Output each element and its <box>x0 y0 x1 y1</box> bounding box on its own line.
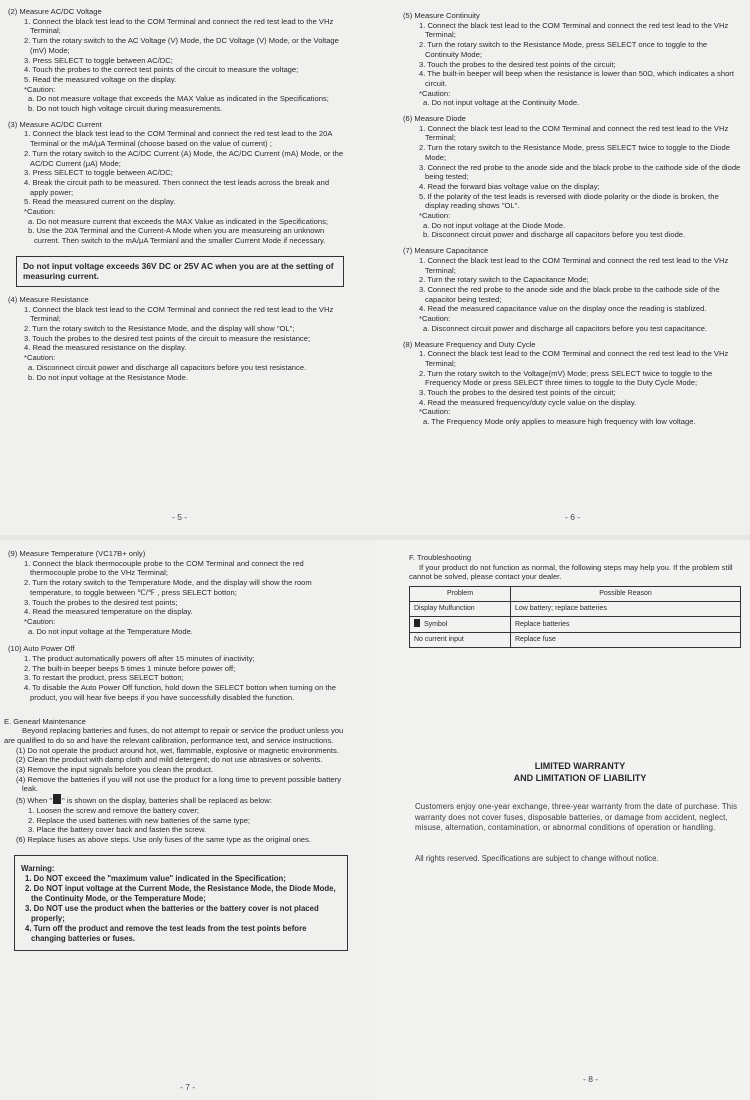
section-measure-continuity <box>403 11 743 108</box>
list-item: (3) Remove the input signals before you clean the product. <box>16 765 214 775</box>
section-measure-diode <box>403 114 743 240</box>
battery-step: 1. Loosen the screw and remove the battery cover; <box>28 805 199 815</box>
caution-item: a. Disconnect circuit power and discharge all capacitors before you test resistance. <box>28 362 307 372</box>
list-item: 4. To disable the Auto Power Off function, hold down the SELECT botton when turning on the product, you will hear five beeps if you have successfully disabled the function. <box>24 683 336 702</box>
list-item: 1. The product automatically powers off after 15 minutes of inactivity; <box>24 654 255 664</box>
table-cell: Replace batteries <box>511 617 741 633</box>
table-row <box>410 617 741 633</box>
table-header-row <box>410 587 741 602</box>
caution-item: a. Do not input voltage at the Temperature Mode. <box>28 626 193 636</box>
list-item: 1. Connect the black test lead to the COM Terminal and connect the red test lead to the VHz Terminal; <box>419 255 729 275</box>
list-item: 4. The built-in beeper will beep when the resistance is lower than 50Ω, which indicates a short circuit. <box>419 69 734 88</box>
caution-label: *Caution: <box>419 211 451 221</box>
section-title: (5) Measure Continuity <box>403 11 480 20</box>
table-header: Problem <box>410 587 511 602</box>
list-item: 2. Turn the rotary switch to the Temperature Mode, and the display will show the room temperature, to toggle between ℃/℉ , press SELECT botton; <box>24 578 312 597</box>
list-item: 3. Connect the red probe to the anode side and the black probe to the cathode side of the capacitor being tested; <box>419 284 720 304</box>
troubleshooting-intro: If your product do not function as normal, the following steps may help you. If the problem still cannot be solved, please contact your dealer. <box>409 562 733 582</box>
warning-box <box>14 855 348 951</box>
manual-page-8 <box>375 540 750 1100</box>
warning-item: 1. Do NOT exceed the "maximum value" indicated in the Specification; <box>25 873 286 883</box>
list-item: 3. Touch the probes to the desired test points of the circuit; <box>419 59 616 69</box>
item-text: (5) When " <box>16 796 53 806</box>
caution-label: *Caution: <box>419 407 451 417</box>
list-item: 1. Connect the black test lead to the COM Terminal and connect the red test lead to the VHz Terminal; <box>419 349 729 368</box>
list-item: 5. Read the measured current on the display. <box>24 197 176 207</box>
section-title: (6) Measure Diode <box>403 114 466 124</box>
list-item: 4. Touch the probes to the correct test points of the circuit to measure the voltage; <box>24 65 299 75</box>
battery-step: 2. Replace the used batteries with new batteries of the same type; <box>28 815 251 825</box>
list-item: 3. Connect the red probe to the anode side and the black probe to the cathode side of the diode being tested; <box>419 162 741 182</box>
section-title: (8) Measure Frequency and Duty Cycle <box>403 339 536 349</box>
section-measure-temperature <box>8 549 350 636</box>
list-item: (4) Remove the batteries if you will not use the product for a long time to prevent possible battery leak. <box>16 774 342 794</box>
list-item: 1. Connect the black test lead to the COM Terminal and connect the red test lead to the VHz Terminal; <box>24 16 334 36</box>
page-number: - 5 - <box>172 512 188 522</box>
list-item: 2. Turn the rotary switch to the AC Voltage (V) Mode, the DC Voltage (V) Mode, or the Voltage (mV) Mode; <box>24 36 339 55</box>
list-item: 1. Connect the black thermocouple probe to the COM Terminal and connect the red thermocouple probe to the VHz Terminal; <box>24 558 304 578</box>
list-item: 3. Touch the probes to the desired test points of the circuit to measure the resistance; <box>24 333 311 343</box>
list-item: 3. To restart the product, press SELECT botton; <box>24 673 184 683</box>
caution-label: *Caution: <box>24 616 56 626</box>
table-row <box>410 632 741 647</box>
table-cell: Display Mulfunction <box>410 602 511 617</box>
page-number: - 8 - <box>583 1074 599 1084</box>
warning-item: 2. Do NOT input voltage at the Current Mode, the Resistance Mode, the Diode Mode, the Continuity Mode, or the Temperature Mode; <box>25 883 336 903</box>
table-cell: Replace fuse <box>511 632 741 647</box>
warning-item: 4. Turn off the product and remove the test leads from the test points before changing batteries or fuses. <box>25 923 307 943</box>
table-cell <box>410 617 511 633</box>
section-measure-voltage <box>8 7 348 114</box>
manual-page-6 <box>375 0 750 535</box>
caution-label: *Caution: <box>24 84 56 94</box>
page-number: - 7 - <box>180 1082 196 1092</box>
page8-content <box>409 553 745 648</box>
section-title: (2) Measure AC/DC Voltage <box>8 7 102 16</box>
list-item: 2. Turn the rotary switch to the Resistance Mode, and the display will show "OL"; <box>24 323 295 333</box>
caution-item: a. Disconnect circuit power and discharge all capacitors before you test capacitance. <box>423 323 708 333</box>
caution-label: *Caution: <box>24 353 56 363</box>
page6-content <box>403 11 743 427</box>
list-item: 2. Turn the rotary switch to the AC/DC Current (A) Mode, the AC/DC Current (mA) Mode, or the AC/DC Current (μA) Mode; <box>24 148 344 168</box>
warning-title: Warning: <box>21 863 55 873</box>
battery-step: 3. Place the battery cover back and fasten the screw. <box>28 825 207 835</box>
caution-item: a. Do not measure voltage that exceeds the MAX Value as indicated in the Specifications; <box>28 94 329 104</box>
list-item: 1. Connect the black test lead to the COM Terminal and connect the red test lead to the VHz Terminal; <box>419 123 729 143</box>
list-item: 1. Connect the black test lead to the COM Terminal and connect the red test lead to the VHz Terminal; <box>24 304 334 324</box>
warranty-title: LIMITED WARRANTY <box>534 761 626 771</box>
section-measure-current <box>8 120 348 246</box>
section-auto-power-off <box>8 644 350 702</box>
list-item-battery-replacement <box>4 794 350 806</box>
list-item: 4. Read the measured resistance on the display. <box>24 343 187 353</box>
section-title: (4) Measure Resistance <box>8 294 89 304</box>
page-number: - 6 - <box>565 512 581 522</box>
rights-text: All rights reserved. Specifications are subject to change without notice. <box>415 853 659 863</box>
section-title: F. Troubleshooting <box>409 553 472 562</box>
list-item: (2) Clean the product with damp cloth and mild detergent; do not use abrasives or solvents. <box>16 755 323 765</box>
table-cell: No current input <box>410 632 511 647</box>
caution-item: a. Do not measure current that exceeds the MAX Value as indicated in the Specifications; <box>28 216 328 226</box>
list-item: 1. Connect the black test lead to the COM Terminal and connect the red test lead to the 20A Terminal or the mA/μA Terminal (choose based on the value of current) ; <box>24 129 333 149</box>
section-title: (3) Measure AC/DC Current <box>8 119 102 129</box>
list-item: 2. Turn the rotary switch to the Capacitance Mode; <box>419 275 589 285</box>
list-item: 4. Break the circuit path to be measured. Then connect the test leads across the break and apply power; <box>24 177 330 197</box>
list-item: 3. Touch the probes to the desired test points of the circuit; <box>419 388 616 398</box>
item-text: " is shown on the display, batteries shall be replaced as below: <box>62 796 272 806</box>
manual-page-5 <box>0 0 375 535</box>
caution-item: b. Use the 20A Terminal and the Current-A Mode when you are measureing an unknown current. Then switch to the mA/μA Termianl and the smaller Current Mode if necessary. <box>28 226 326 246</box>
section-measure-capacitance <box>403 246 743 333</box>
list-item: 4. Read the measured capacitance value on the display once the reading is stablized. <box>419 304 707 314</box>
list-item: 2. Turn the rotary switch to the Resistance Mode, press SELECT twice to toggle to the Diode Mode; <box>419 143 730 162</box>
list-item: 1. Connect the black test lead to the COM Terminal and connect the red test lead to the VHz Terminal; <box>419 20 729 40</box>
list-item: 3. Touch the probes to the desired test points; <box>24 597 178 607</box>
list-item: 3. Press SELECT to toggle between AC/DC; <box>24 55 173 65</box>
caution-item: b. Do not input voltage at the Resistance Mode. <box>28 372 188 382</box>
warranty-text: Customers enjoy one-year exchange, three-year warranty from the date of purchase. This warranty does not cover fuses, disposable batteries, or damage from accident, neglect, misuse, alternation, contamination, or abnormal conditions of operation or handling. <box>415 802 738 832</box>
section-title: (7) Measure Capacitance <box>403 246 489 256</box>
caution-label: *Caution: <box>419 88 451 98</box>
battery-icon <box>53 794 61 804</box>
battery-icon <box>414 619 420 627</box>
section-title: (9) Measure Temperature (VC17B+ only) <box>8 549 146 558</box>
current-warning-box: Do not input voltage exceeds 36V DC or 25V AC when you are at the setting of measuring current. <box>16 256 344 287</box>
caution-item: a. Do not input voltage at the Diode Mode. <box>423 220 566 230</box>
list-item: 5. If the polarity of the test leads is reversed with diode polarity or the diode is broken, the display reading shows "OL". <box>419 191 719 211</box>
page5-content <box>8 7 348 382</box>
caution-item: b. Disconnect circuit power and discharge all capacitors before you test diode. <box>423 230 686 240</box>
warranty-section <box>415 760 745 864</box>
table-header: Possible Reason <box>511 587 741 602</box>
list-item: 4. Read the measured temperature on the display. <box>24 607 193 617</box>
manual-page-7 <box>0 540 375 1100</box>
list-item: (1) Do not operate the product around hot, wet, flammable, explosive or magnetic environments. <box>16 745 339 755</box>
caution-item: b. Do not touch high voltage circuit during measurements. <box>28 104 223 114</box>
table-row <box>410 602 741 617</box>
caution-item: a. Do not input voltage at the Continuity Mode. <box>423 98 580 108</box>
maintenance-intro: Beyond replacing batteries and fuses, do not attempt to repair or service the product unless you are qualified to do so and have the relevant calibration, performance test, and service instructions. <box>4 726 344 745</box>
page7-content <box>4 549 350 951</box>
section-general-maintenance <box>4 717 350 845</box>
list-item: 2. The built-in beeper beeps 5 times 1 minute before power off; <box>24 663 236 673</box>
caution-label: *Caution: <box>419 314 451 324</box>
list-item: (6) Replace fuses as above steps. Use only fuses of the same type as the original ones. <box>16 834 312 844</box>
list-item: 5. Read the measured voltage on the display. <box>24 74 177 84</box>
list-item: 4. Read the measured frequency/duty cycle value on the display. <box>419 397 637 407</box>
list-item: 2. Turn the rotary switch to the Resistance Mode, press SELECT once to toggle to the Continuity Mode; <box>419 40 708 59</box>
warning-item: 3. Do NOT use the product when the batteries or the battery cover is not placed properly; <box>25 903 319 923</box>
troubleshooting-table <box>409 586 741 648</box>
section-title: (10) Auto Power Off <box>8 644 75 654</box>
table-cell: Low battery; replace batteries <box>511 602 741 617</box>
list-item: 2. Turn the rotary switch to the Voltage(mV) Mode; press SELECT twice to toggle to the Frequency Mode or press SELECT three times to toggle to the Duty Cycle Mode; <box>419 368 713 388</box>
cell-text: Symbol <box>424 621 448 629</box>
caution-item: a. The Frequency Mode only applies to measure high frequency with low voltage. <box>423 417 696 427</box>
section-measure-frequency <box>403 340 743 427</box>
warranty-subtitle: AND LIMITATION OF LIABILITY <box>513 773 647 783</box>
list-item: 4. Read the forward bias voltage value on the display; <box>419 181 600 191</box>
list-item: 3. Press SELECT to toggle between AC/DC; <box>24 168 173 178</box>
caution-label: *Caution: <box>24 207 56 217</box>
section-title: E. Genearl Maintenance <box>4 716 86 726</box>
section-measure-resistance <box>8 295 348 382</box>
